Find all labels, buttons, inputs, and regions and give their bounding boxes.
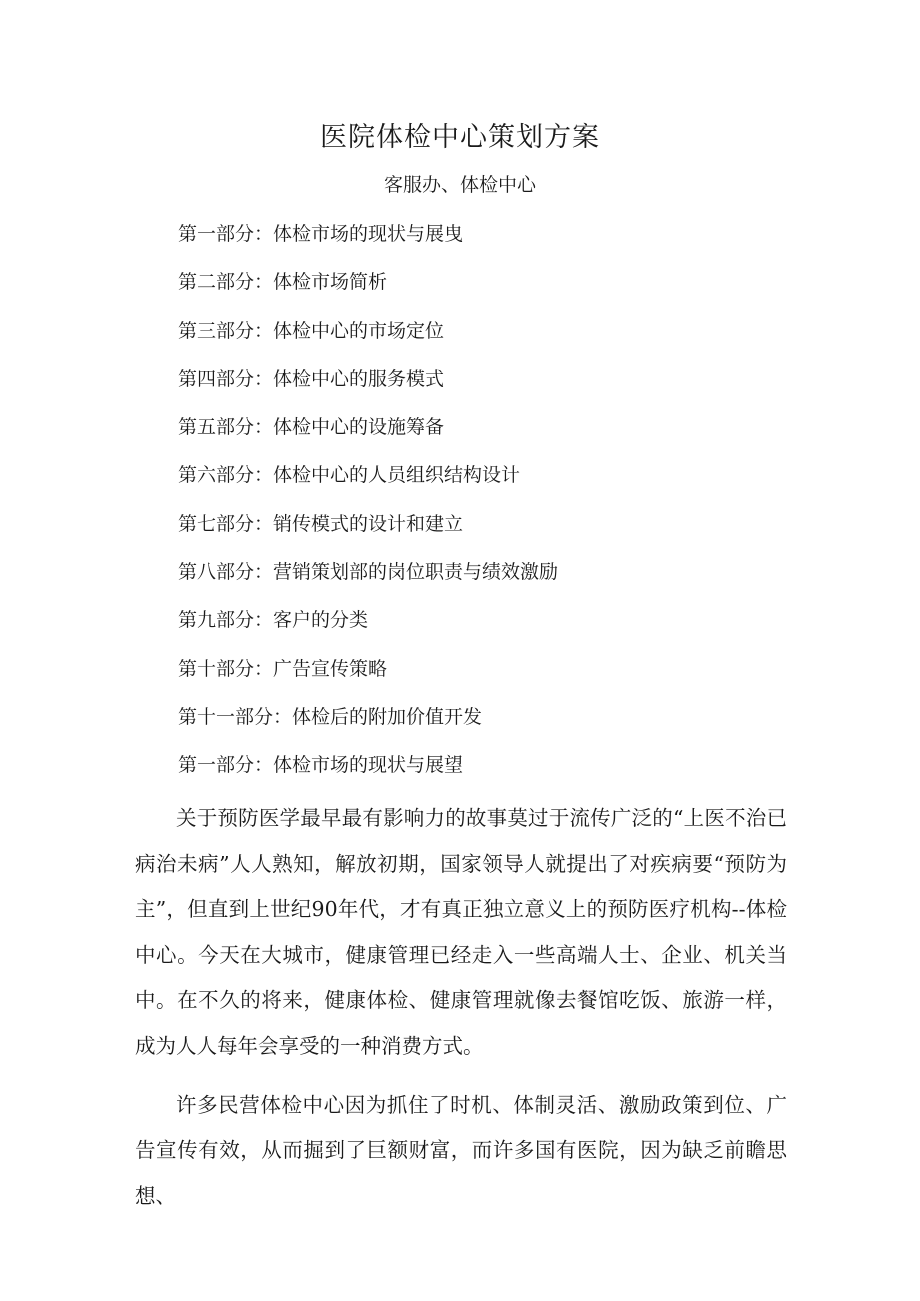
toc-item: 第五部分：体检中心的设施筹备 bbox=[178, 416, 445, 439]
toc-item: 第八部分：营销策划部的岗位职责与绩效激励 bbox=[178, 561, 559, 584]
toc-item: 第一部分：体检市场的现状与展曳 bbox=[178, 223, 464, 245]
section-heading: 第一部分：体检市场的现状与展望 bbox=[178, 754, 464, 777]
toc-item: 第十一部分：体检后的附加价值开发 bbox=[178, 705, 483, 728]
toc-item: 第九部分：客户的分类 bbox=[178, 609, 369, 632]
body-text bbox=[135, 796, 787, 1232]
toc-item: 第十部分：广告宣传策略 bbox=[178, 657, 388, 680]
toc-item: 第六部分：体检中心的人员组织结构设计 bbox=[178, 464, 521, 487]
paragraph: 关于预防医学最早最有影响力的故事莫过于流传广泛的“上医不治已病治未病”人人熟知，解放初期，国家领导人就提出了对疾病要“预防为主”，但直到上世纪90年代，才有真正独立意义上的预防医疗机构--体检中心。今天在大城市，健康管理已经走入一些高端人士、企业、机关当中。在不久的将来，健康体检、健康管理就像去餐馆吃饭、旅游一样，成为人人每年会享受的一种消费方式。 bbox=[135, 806, 787, 1058]
toc-item: 第七部分：销传模式的设计和建立 bbox=[178, 512, 464, 535]
table-of-contents bbox=[178, 217, 558, 797]
toc-item: 第二部分：体检市场简析 bbox=[178, 271, 388, 294]
toc-item: 第三部分：体检中心的市场定位 bbox=[178, 319, 445, 342]
paragraph: 许多民营体检中心因为抓住了时机、体制灵活、激励政策到位、广告宣传有效，从而掘到了巨额财富，而许多国有医院，因为缺乏前瞻思想、 bbox=[135, 1092, 787, 1208]
toc-item: 第四部分：体检中心的服务模式 bbox=[178, 367, 445, 390]
document-subtitle: 客服办、体检中心 bbox=[383, 174, 536, 196]
document-title: 医院体检中心策划方案 bbox=[320, 122, 600, 153]
